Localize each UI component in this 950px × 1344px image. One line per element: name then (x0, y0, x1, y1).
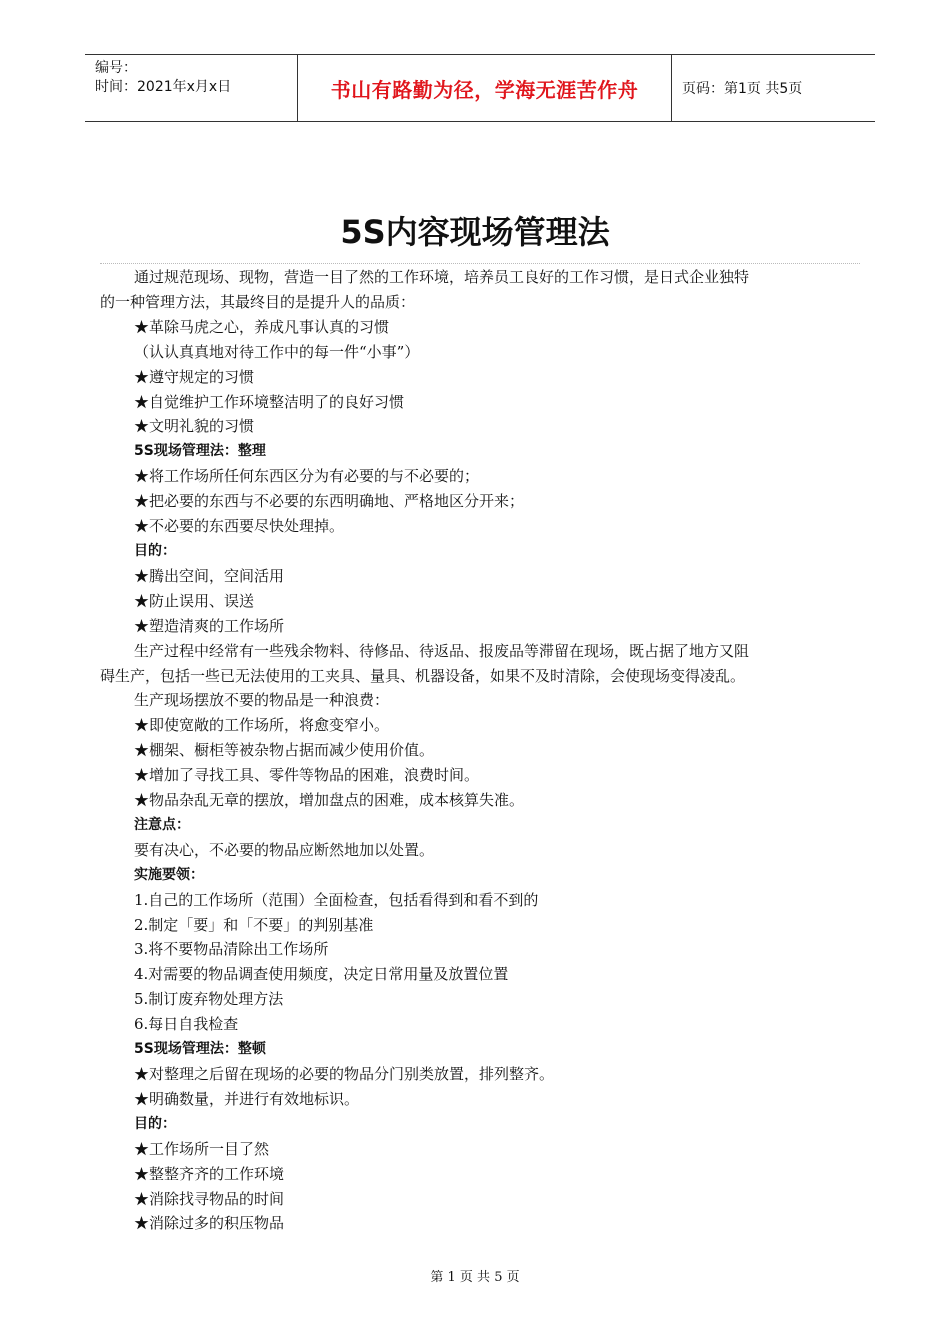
body-line: ★革除马虎之心，养成凡事认真的习惯 (134, 317, 390, 336)
header-meta (85, 55, 298, 121)
intro-line-1: 通过规范现场、现物，营造一目了然的工作环境，培养员工良好的工作习惯，是日式企业独特 (134, 268, 750, 286)
numbered-item: 3.将不要物品清除出工作场所 (134, 940, 329, 959)
header-page-label: 页码：第1页 共5页 (682, 81, 803, 97)
intro-paragraph (100, 265, 860, 315)
body-line: ★工作场所一目了然 (134, 1139, 270, 1158)
title-divider (100, 263, 860, 264)
numbered-item: 6.每日自我检查 (134, 1015, 239, 1034)
body-line: ★腾出空间，空间活用 (134, 566, 285, 585)
paragraph-line-2: 碍生产，包括一些已无法使用的工夹具、量具、机器设备，如果不及时清除，会使现场变得凌乱。 (100, 666, 746, 685)
body-line: ★对整理之后留在现场的必要的物品分门别类放置，排列整齐。 (134, 1065, 555, 1083)
document-title: 5S内容现场管理法 (340, 213, 610, 251)
page-footer: 第 1 页 共 5 页 (430, 1270, 520, 1285)
body-line: ★将工作场所任何东西区分为有必要的与不必要的； (134, 467, 480, 486)
body-line: ★即使宽敞的工作场所，将愈变窄小。 (134, 716, 390, 735)
body-line: ★自觉维护工作环境整洁明了的良好习惯 (134, 392, 405, 411)
serial-label: 编号： (95, 60, 137, 76)
subheading: 目的： (134, 1115, 176, 1132)
time-label: 时间：2021年x月x日 (95, 79, 232, 95)
body-line: ★增加了寻找工具、零件等物品的困难，浪费时间。 (134, 766, 480, 785)
subheading: 注意点： (134, 816, 190, 833)
body-paragraph (100, 639, 860, 689)
body-line: ★防止误用、误送 (134, 591, 255, 610)
body-line: ★塑造清爽的工作场所 (134, 616, 285, 635)
document-body (100, 265, 860, 1236)
body-line: ★消除过多的积压物品 (134, 1214, 285, 1233)
body-line: ★遵守规定的习惯 (134, 367, 255, 386)
subheading: 目的： (134, 542, 176, 559)
body-line: 要有决心，不必要的物品应断然地加以处置。 (134, 840, 435, 859)
body-line: ★明确数量，并进行有效地标识。 (134, 1089, 360, 1108)
paragraph-line-1: 生产过程中经常有一些残余物料、待修品、待返品、报废品等滞留在现场，既占据了地方又阻 (134, 641, 750, 660)
numbered-item: 2.制定「要」和「不要」的判别基准 (134, 915, 374, 934)
body-line: ★不必要的东西要尽快处理掉。 (134, 517, 345, 536)
intro-line-2: 的一种管理方法，其最终目的是提升人的品质： (100, 292, 416, 311)
page-header (85, 54, 875, 122)
numbered-item: 4.对需要的物品调查使用频度，决定日常用量及放置位置 (134, 965, 509, 984)
body-line: ★文明礼貌的习惯 (134, 417, 255, 436)
body-line: （认认真真地对待工作中的每一件“小事”） (134, 342, 420, 361)
body-line: ★整整齐齐的工作环境 (134, 1164, 285, 1183)
section-heading: 5S现场管理法：整理 (134, 443, 266, 460)
header-motto: 书山有路勤为径，学海无涯苦作舟 (298, 55, 672, 121)
body-line: 生产现场摆放不要的物品是一种浪费： (134, 691, 390, 710)
body-line: ★把必要的东西与不必要的东西明确地、严格地区分开来； (134, 492, 525, 511)
numbered-item: 5.制订废弃物处理方法 (134, 990, 284, 1009)
body-line: ★棚架、橱柜等被杂物占据而减少使用价值。 (134, 741, 435, 760)
body-line: ★消除找寻物品的时间 (134, 1189, 285, 1208)
body-line: ★物品杂乱无章的摆放，增加盘点的困难，成本核算失准。 (134, 791, 525, 810)
numbered-item: 1.自己的工作场所（范围）全面检查，包括看得到和看不到的 (134, 890, 539, 909)
subheading: 实施要领： (134, 866, 204, 883)
section-heading: 5S现场管理法：整顿 (134, 1041, 266, 1058)
